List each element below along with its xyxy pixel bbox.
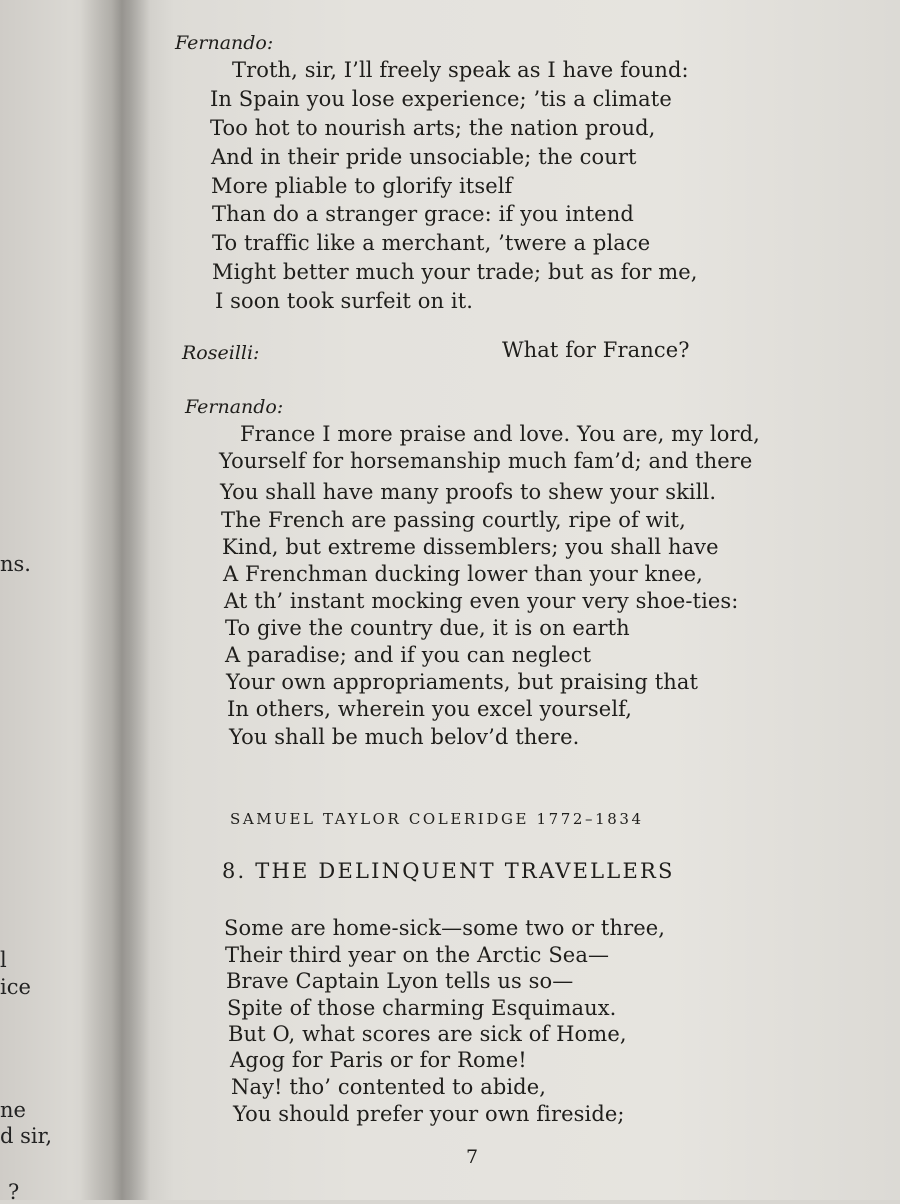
verse-line: To traffic like a merchant, ’twere a place: [212, 231, 651, 255]
verse-line: You shall be much belov’d there.: [229, 725, 580, 749]
verse-line: I soon took surfeit on it.: [215, 289, 474, 313]
verse-line: Too hot to nourish arts; the nation proud,: [210, 116, 656, 140]
verse-line: At th’ instant mocking even your very shoe-ties:: [224, 589, 739, 613]
verse-line: Might better much your trade; but as for me,: [212, 260, 698, 284]
verse-line: And in their pride unsociable; the court: [211, 145, 637, 169]
verse-line: What for France?: [502, 338, 690, 362]
book-gutter: [80, 0, 150, 1200]
verse-line: A Frenchman ducking lower than your knee,: [223, 562, 703, 586]
speaker-name: Fernando:: [175, 32, 274, 54]
left-fragment: l: [0, 948, 7, 972]
verse-line: More pliable to glorify itself: [211, 174, 513, 198]
verse-line: To give the country due, it is on earth: [225, 616, 630, 640]
verse-line: A paradise; and if you can neglect: [225, 643, 592, 667]
left-fragment: d sir,: [0, 1124, 53, 1148]
verse-line: Yourself for horsemanship much fam’d; and there: [219, 449, 753, 473]
verse-line: Agog for Paris or for Rome!: [230, 1048, 527, 1072]
verse-line: Nay! tho’ contented to abide,: [231, 1075, 547, 1099]
verse-line: Some are home-sick—some two or three,: [224, 916, 666, 940]
verse-line: Brave Captain Lyon tells us so—: [226, 969, 574, 993]
speaker-name: Fernando:: [185, 396, 284, 418]
left-fragment: ns.: [0, 552, 31, 576]
left-fragment: ne: [0, 1098, 26, 1122]
verse-line: But O, what scores are sick of Home,: [228, 1022, 627, 1046]
verse-line: Troth, sir, I’ll freely speak as I have found:: [232, 58, 689, 82]
verse-line: Spite of those charming Esquimaux.: [227, 996, 617, 1020]
verse-line: The French are passing courtly, ripe of wit,: [221, 508, 686, 532]
left-fragment: ?: [8, 1180, 20, 1204]
verse-line: In others, wherein you excel yourself,: [227, 697, 633, 721]
verse-line: You should prefer your own fireside;: [233, 1102, 625, 1126]
verse-line: In Spain you lose experience; ’tis a climate: [210, 87, 672, 111]
left-fragment: ice: [0, 975, 31, 999]
verse-line: You shall have many proofs to shew your skill.: [220, 480, 717, 504]
page-number: 7: [466, 1146, 479, 1168]
verse-line: Kind, but extreme dissemblers; you shall have: [222, 535, 719, 559]
speaker-name: Roseilli:: [182, 342, 260, 364]
verse-line: Their third year on the Arctic Sea—: [225, 943, 610, 967]
author-heading: SAMUEL TAYLOR COLERIDGE 1772–1834: [230, 810, 644, 828]
verse-line: France I more praise and love. You are, my lord,: [240, 422, 760, 446]
verse-line: Your own appropriaments, but praising that: [226, 670, 699, 694]
poem-title: 8. THE DELINQUENT TRAVELLERS: [222, 859, 675, 883]
verse-line: Than do a stranger grace: if you intend: [212, 202, 634, 226]
